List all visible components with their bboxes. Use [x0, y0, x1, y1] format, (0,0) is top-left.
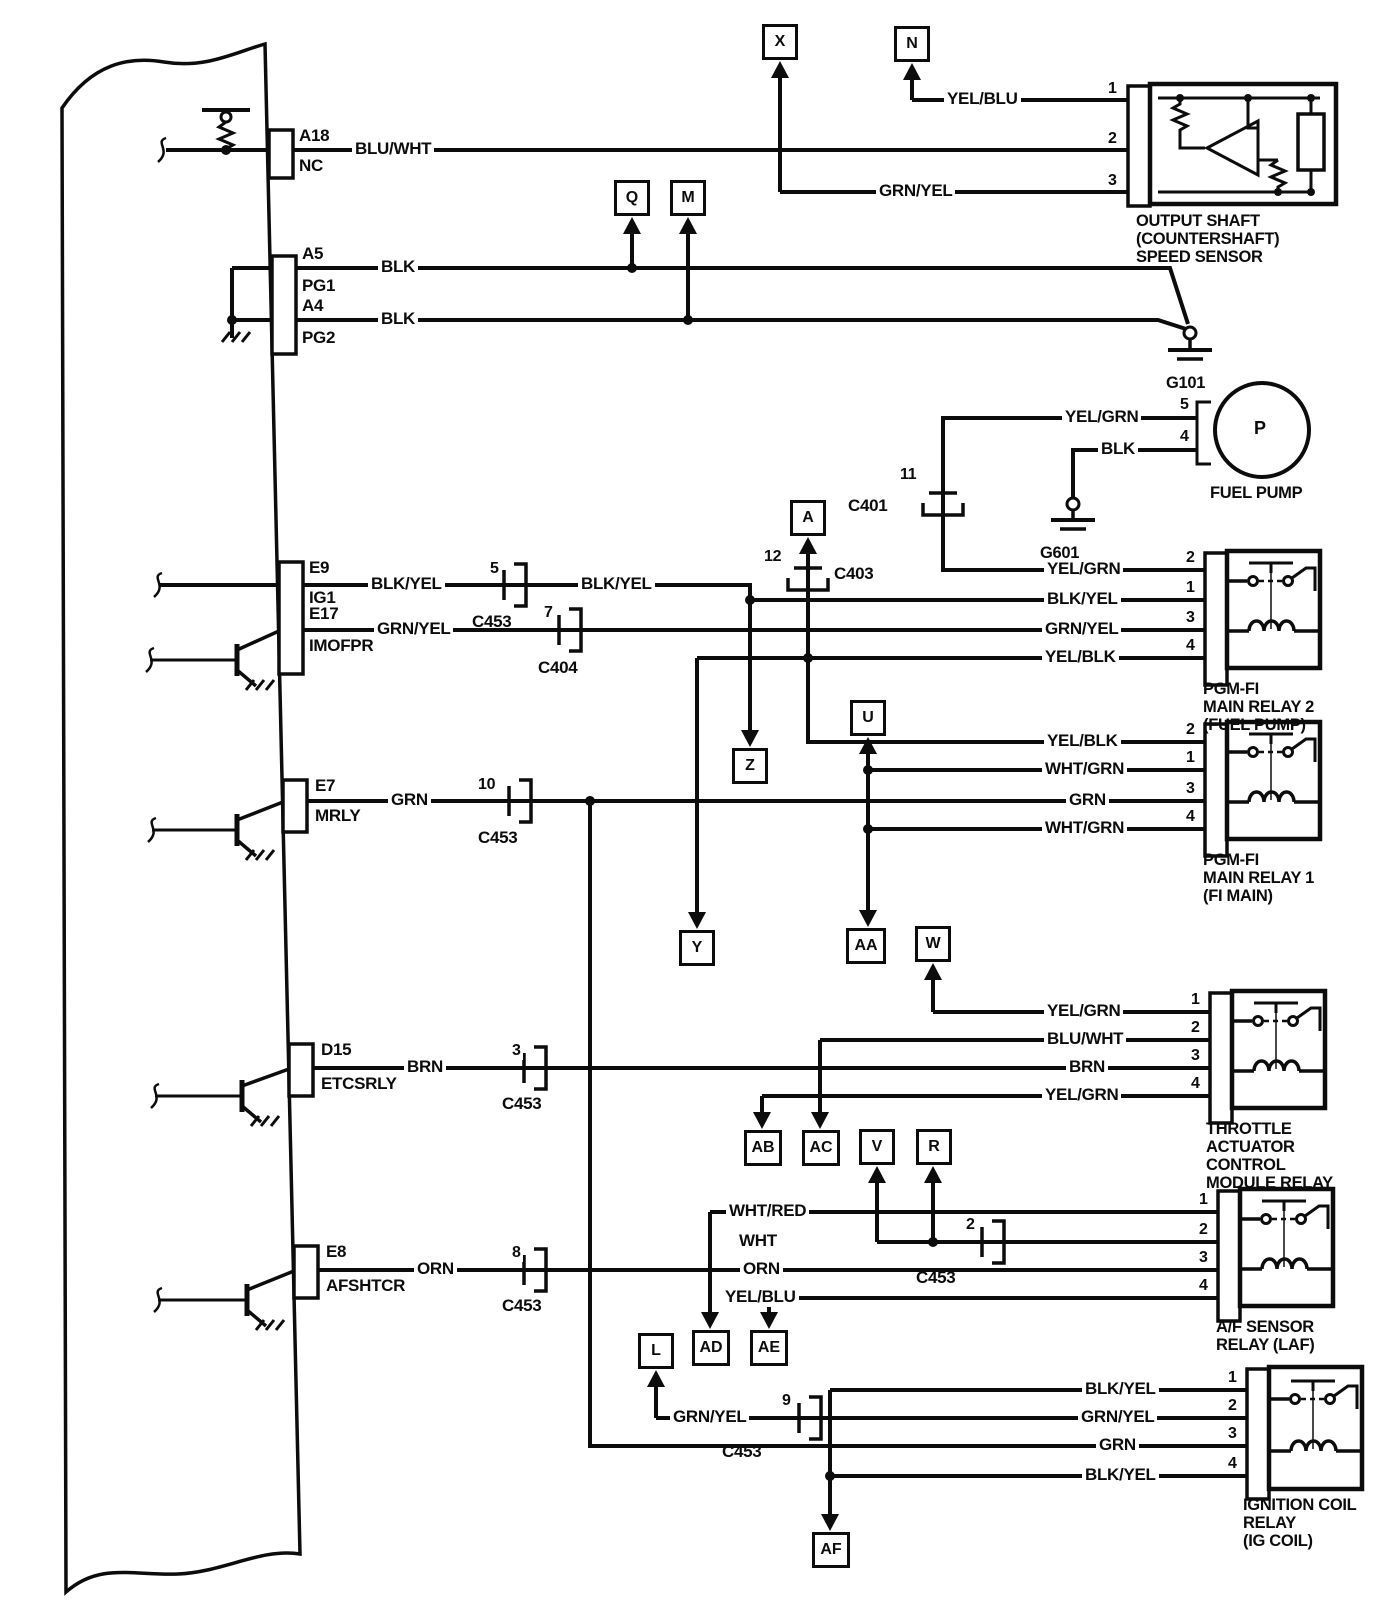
device-pin: 2	[1191, 1019, 1200, 1036]
device-pin: 3	[1199, 1249, 1208, 1266]
ign-relay-label: RELAY	[1243, 1514, 1296, 1532]
device-pin: 4	[1186, 637, 1195, 654]
device-pin: 2	[1108, 130, 1117, 147]
wire-label: WHT/GRN	[1042, 818, 1127, 838]
offpage-connector-ad: AD	[692, 1330, 730, 1366]
wire-label: GRN	[1096, 1435, 1139, 1455]
wire-label: GRN/YEL	[374, 619, 453, 639]
wire-label: YEL/GRN	[1044, 1001, 1123, 1021]
offpage-connector-ac: AC	[802, 1130, 840, 1166]
offpage-connector-r: R	[916, 1129, 952, 1165]
device-pin: 3	[1186, 609, 1195, 626]
throttle-relay-label: THROTTLE	[1206, 1120, 1292, 1138]
device-pin: 4	[1228, 1455, 1237, 1472]
wire-label: YEL/GRN	[1042, 1085, 1121, 1105]
offpage-connector-aa: AA	[846, 928, 886, 964]
connector-pin: 12	[764, 548, 782, 565]
ecm-pin-id: A18	[299, 126, 330, 145]
wire-label: YEL/BLK	[1044, 731, 1121, 751]
offpage-connector-x: X	[762, 24, 798, 60]
connector-name: C453	[916, 1268, 956, 1287]
speed-sensor-symbol	[1128, 84, 1336, 206]
ecm-strip	[62, 44, 300, 1592]
device-pin: 1	[1186, 579, 1195, 596]
pgm-fi-relay1-label: MAIN RELAY 1	[1203, 869, 1315, 887]
device-pin: 4	[1199, 1277, 1208, 1294]
pgm-fi-relay2-label: MAIN RELAY 2	[1203, 698, 1315, 716]
device-pin: 4	[1186, 808, 1195, 825]
wire-label: BLU/WHT	[1044, 1029, 1126, 1049]
device-pin: 3	[1108, 172, 1117, 189]
device-pin: 1	[1199, 1191, 1208, 1208]
connector-pin: 3	[512, 1042, 521, 1059]
wire-label: GRN/YEL	[1042, 619, 1121, 639]
connector-name: C453	[472, 612, 512, 631]
throttle-relay-label: CONTROL	[1206, 1156, 1286, 1174]
ecm-pin-signal: NC	[299, 156, 323, 175]
wire-label: BLK	[378, 309, 418, 329]
connector-name: C453	[722, 1442, 762, 1461]
offpage-connector-ab: AB	[744, 1130, 782, 1166]
offpage-connector-w: W	[915, 926, 951, 962]
pgm-fi-relay1-label: (FI MAIN)	[1203, 887, 1273, 905]
device-pin: 2	[1186, 721, 1195, 738]
device-pin: 2	[1228, 1397, 1237, 1414]
device-pin: 2	[1199, 1221, 1208, 1238]
connector-pin: 9	[782, 1392, 791, 1409]
offpage-connector-v: V	[859, 1129, 895, 1165]
wire-label: GRN	[388, 790, 431, 810]
speed-sensor-label: OUTPUT SHAFT	[1136, 212, 1260, 230]
offpage-connector-a: A	[790, 500, 826, 536]
offpage-connector-n: N	[894, 26, 930, 62]
offpage-connector-z: Z	[732, 748, 768, 784]
connector-pin: 8	[512, 1244, 521, 1261]
wire-label: GRN/YEL	[876, 181, 955, 201]
ecm-pin-signal: AFSHTCR	[326, 1276, 406, 1295]
wire-label: ORN	[740, 1259, 783, 1279]
wire-label: YEL/GRN	[1062, 407, 1141, 427]
offpage-connector-m: M	[670, 180, 706, 216]
ecm-pin-id: E9	[309, 558, 330, 577]
device-pin: 1	[1228, 1369, 1237, 1386]
connector-name: C453	[502, 1094, 542, 1113]
device-pin: 4	[1191, 1075, 1200, 1092]
ecm-pin-id: E8	[326, 1242, 347, 1261]
offpage-connector-y: Y	[679, 930, 715, 966]
ecm-pin-id: E17	[309, 604, 339, 623]
ign-relay-label: (IG COIL)	[1243, 1532, 1313, 1550]
wire-label: GRN/YEL	[1078, 1407, 1157, 1427]
connector-name: C403	[834, 564, 874, 583]
device-pin: 5	[1180, 396, 1189, 413]
wire-label: BLK/YEL	[1082, 1379, 1159, 1399]
ecm-pin-signal: MRLY	[315, 806, 361, 825]
pgm-fi-relay2-label: (FUEL PUMP)	[1203, 716, 1306, 734]
ground-g601	[1051, 498, 1095, 529]
device-pin: 1	[1186, 749, 1195, 766]
connector-name: C453	[502, 1296, 542, 1315]
device-pin: 1	[1108, 80, 1117, 97]
ecm-pin-signal: PG1	[302, 276, 336, 295]
ecm-pin-id: D15	[321, 1040, 352, 1059]
wire-label: BRN	[1066, 1057, 1108, 1077]
ecm-pin-id: A5	[302, 244, 324, 263]
device-pin: 1	[1191, 991, 1200, 1008]
connector-name: C401	[848, 496, 888, 515]
arrowheads	[623, 61, 942, 1531]
fuel-pump-symbol	[1197, 383, 1309, 477]
wire-label: WHT/RED	[726, 1201, 809, 1221]
offpage-connector-l: L	[638, 1333, 674, 1369]
device-pin: 4	[1180, 428, 1189, 445]
ecm-pin-signal: IG1	[309, 588, 336, 607]
wire-label: GRN	[1066, 790, 1109, 810]
wire-label: BLK/YEL	[1082, 1465, 1159, 1485]
device-pin: 2	[1186, 549, 1195, 566]
af-relay-label: RELAY (LAF)	[1216, 1336, 1315, 1354]
wire-label: YEL/BLK	[1042, 647, 1119, 667]
wire-label: YEL/BLU	[944, 89, 1021, 109]
fuel-pump-symbol-letter: P	[1254, 418, 1266, 438]
throttle-relay-label: MODULE RELAY	[1206, 1174, 1333, 1192]
ecm-pin-id: A4	[302, 296, 324, 315]
wire-label: YEL/BLU	[722, 1287, 799, 1307]
wire-label: BRN	[404, 1057, 446, 1077]
ground-label-g601: G601	[1040, 544, 1080, 562]
wire-label: WHT/GRN	[1042, 759, 1127, 779]
ecm-pin-signal: PG2	[302, 328, 336, 347]
device-pin: 3	[1186, 780, 1195, 797]
offpage-connector-u: U	[850, 700, 886, 736]
wire-label: BLK	[1098, 439, 1138, 459]
wire-label: YEL/GRN	[1044, 559, 1123, 579]
af-relay-label: A/F SENSOR	[1216, 1318, 1314, 1336]
ground-g101	[1168, 327, 1212, 359]
wire-label: BLU/WHT	[352, 139, 434, 159]
ecm-pin-signal: ETCSRLY	[321, 1074, 397, 1093]
ign-relay-label: IGNITION COIL	[1243, 1496, 1357, 1514]
speed-sensor-label: (COUNTERSHAFT)	[1136, 230, 1280, 248]
connector-name: C453	[478, 828, 518, 847]
connector-pin: 7	[544, 604, 553, 621]
fuel-pump-label: FUEL PUMP	[1210, 484, 1303, 502]
connector-pin: 2	[966, 1216, 975, 1233]
wire-label: BLK/YEL	[1044, 589, 1121, 609]
throttle-relay-label: ACTUATOR	[1206, 1138, 1295, 1156]
connector-name: C404	[538, 658, 578, 677]
device-pin: 3	[1228, 1425, 1237, 1442]
offpage-connector-ae: AE	[750, 1330, 788, 1366]
ecm-pin-signal: IMOFPR	[309, 636, 374, 655]
ecm-pin-id: E7	[315, 776, 336, 795]
wire-label: ORN	[414, 1259, 457, 1279]
pgm-fi-relay2-label: PGM-FI	[1203, 680, 1259, 698]
wire-label: BLK/YEL	[578, 574, 655, 594]
offpage-connector-q: Q	[614, 180, 650, 216]
pgm-fi-relay1-label: PGM-FI	[1203, 851, 1259, 869]
wire-label: BLK/YEL	[368, 574, 445, 594]
ground-label-g101: G101	[1166, 374, 1206, 392]
connector-pin: 10	[478, 776, 496, 793]
wire-label: WHT	[736, 1231, 780, 1251]
wire-label: GRN/YEL	[670, 1407, 749, 1427]
wire-label: BLK	[378, 257, 418, 277]
connector-pin: 5	[490, 560, 499, 577]
connector-pin: 11	[900, 466, 917, 483]
offpage-connector-af: AF	[812, 1532, 850, 1568]
device-pin: 3	[1191, 1047, 1200, 1064]
speed-sensor-label: SPEED SENSOR	[1136, 248, 1263, 266]
